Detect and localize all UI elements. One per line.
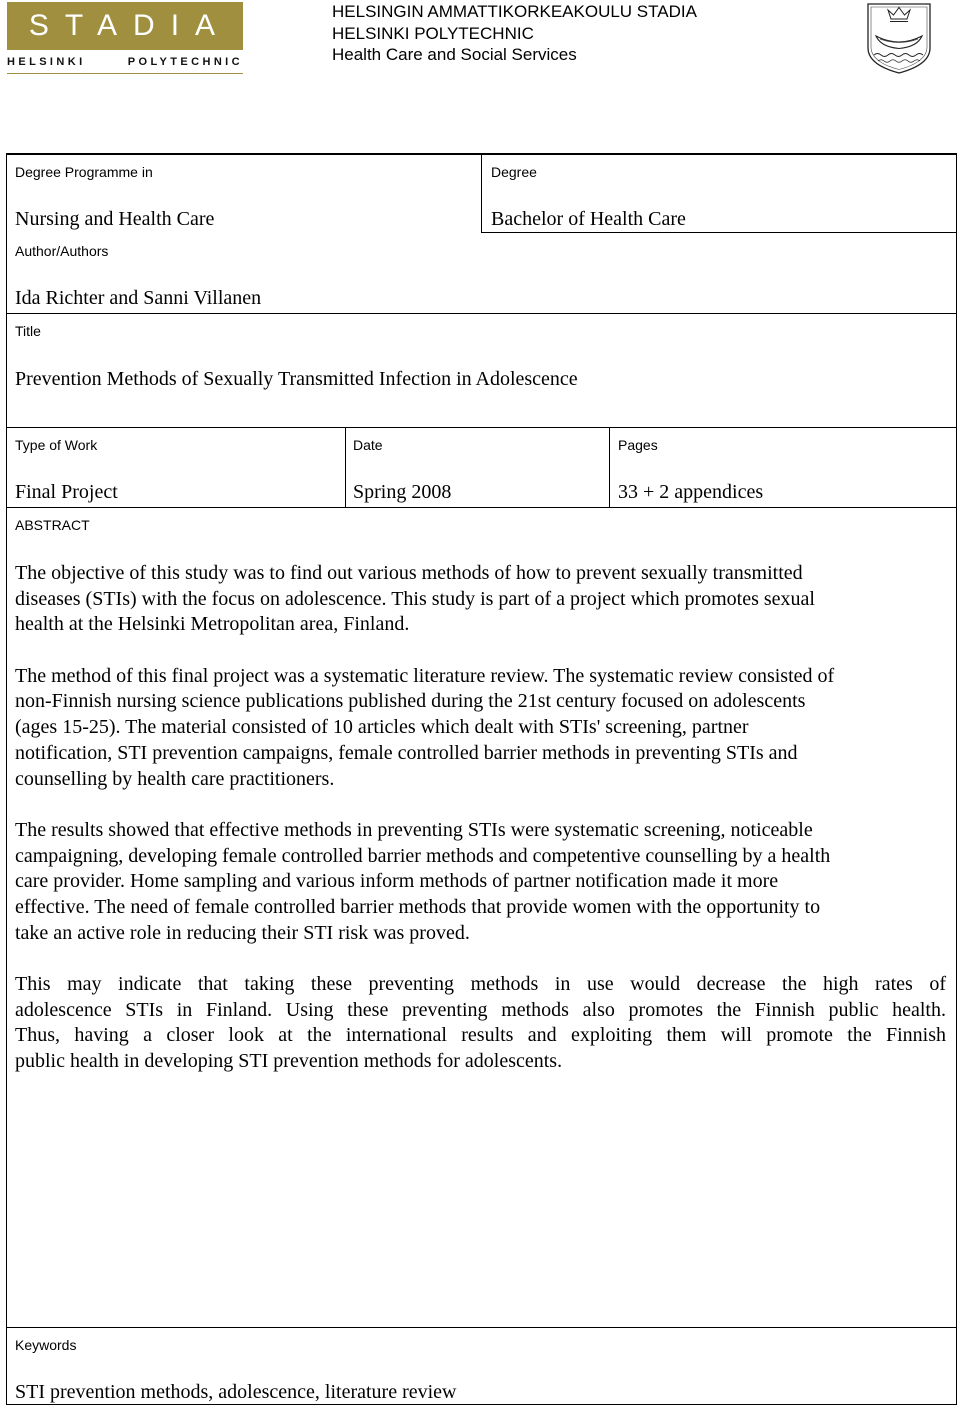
row-divider xyxy=(6,427,957,428)
abstract-body xyxy=(15,561,946,1100)
abstract-line: Thus, having a closer look at the international results and exploiting them will promote the Finnish xyxy=(15,1024,946,1047)
logo-subtitle: HELSINKI POLYTECHNIC xyxy=(7,56,243,68)
abstract-paragraph xyxy=(15,972,946,1075)
title-label: Title xyxy=(15,323,41,339)
abstract-line: The objective of this study was to find out various methods of how to prevent sexually transmitted xyxy=(15,562,803,584)
column-divider xyxy=(345,427,346,507)
row-divider xyxy=(6,313,957,314)
keywords-value: STI prevention methods, adolescence, literature review xyxy=(15,1381,457,1403)
pages-value: 33 + 2 appendices xyxy=(618,481,764,503)
abstract-line: counselling by health care practitioners. xyxy=(15,767,335,790)
authors-value: Ida Richter and Sanni Villanen xyxy=(15,287,262,309)
abstract-line: The results showed that effective methods in preventing STIs were systematic screening, noticeable xyxy=(15,818,813,841)
abstract-line: take an active role in reducing their STI risk was proved. xyxy=(15,921,470,944)
column-divider xyxy=(481,153,482,232)
institution-block xyxy=(332,1,697,66)
degree-label: Degree xyxy=(491,164,537,180)
row-divider xyxy=(6,1327,957,1328)
abstract-line: adolescence STIs in Finland. Using these preventing methods also promotes the Finnish public health. xyxy=(15,998,946,1021)
abstract-line: campaigning, developing female controlled barrier methods and competentive counselling by a health xyxy=(15,844,831,867)
row-divider xyxy=(6,507,957,508)
date-label: Date xyxy=(353,437,383,453)
keywords-label: Keywords xyxy=(15,1337,77,1353)
abstract-line: The method of this final project was a systematic literature review. The systematic review consisted of xyxy=(15,664,835,687)
logo-underline xyxy=(7,73,243,74)
row-divider xyxy=(481,232,957,233)
logo-wordmark: STADIA xyxy=(28,9,232,42)
helsinki-coat-of-arms-icon xyxy=(866,2,932,74)
degree-programme-value: Nursing and Health Care xyxy=(15,208,215,230)
institution-english-name: HELSINKI POLYTECHNIC xyxy=(332,23,534,43)
abstract-paragraph xyxy=(15,664,946,792)
degree-value: Bachelor of Health Care xyxy=(491,208,686,230)
date-value: Spring 2008 xyxy=(353,481,452,503)
institution-name: HELSINGIN AMMATTIKORKEAKOULU STADIA xyxy=(332,2,697,21)
type-of-work-label: Type of Work xyxy=(15,437,98,453)
abstract-label: ABSTRACT xyxy=(15,517,90,533)
degree-programme-label: Degree Programme in xyxy=(15,164,153,180)
abstract-paragraph xyxy=(15,818,946,946)
authors-label: Author/Authors xyxy=(15,243,109,259)
abstract-line: health at the Helsinki Metropolitan area, Finland. xyxy=(15,613,410,636)
abstract-line: This may indicate that taking these preventing methods in use would decrease the high rates of xyxy=(15,973,946,995)
abstract-line: non-Finnish nursing science publications published during the 21st century focused on adolescents xyxy=(15,690,806,713)
abstract-line: (ages 15-25). The material consisted of 10 articles which dealt with STIs' screening, partner xyxy=(15,716,749,739)
type-of-work-value: Final Project xyxy=(15,481,118,503)
title-value: Prevention Methods of Sexually Transmitted Infection in Adolescence xyxy=(15,368,578,390)
faculty-name: Health Care and Social Services xyxy=(332,45,577,64)
abstract-line: effective. The need of female controlled barrier methods that provide women with the opportunity to xyxy=(15,895,821,918)
abstract-line: diseases (STIs) with the focus on adolescence. This study is part of a project which promotes sexual xyxy=(15,587,815,610)
abstract-line: public health in developing STI prevention methods for adolescents. xyxy=(15,1050,563,1073)
abstract-line: notification, STI prevention campaigns, female controlled barrier methods in preventing STIs and xyxy=(15,741,798,764)
abstract-paragraph xyxy=(15,561,946,638)
column-divider xyxy=(609,427,610,507)
stadia-logo xyxy=(7,2,243,50)
abstract-line: care provider. Home sampling and various inform methods of partner notification made it more xyxy=(15,870,779,893)
pages-label: Pages xyxy=(618,437,658,453)
